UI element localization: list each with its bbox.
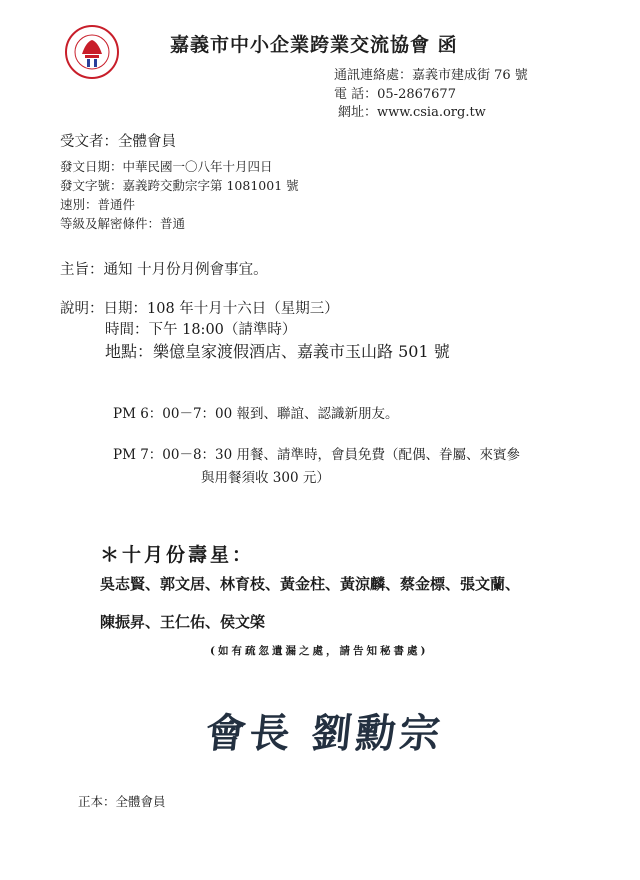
omission-note: (如有疏忽遺漏之處，請告知秘書處) (210, 645, 429, 657)
birthday-names-line2: 陳振昇、王仁佑、侯文棨 (100, 613, 266, 631)
logo-emblem-icon (64, 24, 120, 80)
description-location: 地點：樂億皇家渡假酒店、嘉義市玉山路 501 號 (105, 342, 450, 361)
document-number: 發文字號：嘉義跨交勳宗字第 1081001 號 (60, 178, 299, 193)
contact-website: 網址：www.csia.org.tw (338, 105, 486, 120)
issue-date: 發文日期：中華民國一〇八年十月四日 (60, 159, 273, 174)
contact-address: 通訊連絡處：嘉義市建成街 76 號 (334, 68, 528, 83)
subject-line: 主旨：通知 十月份月例會事宜。 (60, 262, 268, 278)
birthday-heading: ＊十月份壽星： (100, 544, 255, 566)
schedule-item-dinner: PM 7：00－8：30 用餐、請準時，會員免費（配偶、眷屬、來賓參 (113, 447, 521, 463)
schedule-item-checkin: PM 6：00－7：00 報到、聯誼、認識新朋友。 (113, 406, 399, 422)
description-time: 時間：下午 18:00（請準時） (105, 322, 297, 338)
description-date: 說明：日期：108 年十月十六日（星期三） (60, 301, 339, 317)
delivery-speed: 速別：普通件 (60, 197, 136, 212)
security-classification: 等級及解密條件：普通 (60, 216, 186, 231)
contact-phone: 電 話：05-2867677 (334, 87, 456, 102)
schedule-item-dinner-cont: 與用餐須收 300 元） (201, 470, 330, 486)
original-recipients: 正本：全體會員 (78, 794, 166, 809)
birthday-names-line1: 吳志賢、郭文居、林育枝、黃金柱、黃涼麟、蔡金標、張文蘭、 (100, 575, 521, 593)
president-signature: 會長 劉勳宗 (203, 710, 447, 757)
association-logo (64, 24, 120, 80)
recipient: 受文者：全體會員 (60, 134, 176, 150)
organization-title: 嘉義市中小企業跨業交流協會 函 (170, 34, 458, 56)
